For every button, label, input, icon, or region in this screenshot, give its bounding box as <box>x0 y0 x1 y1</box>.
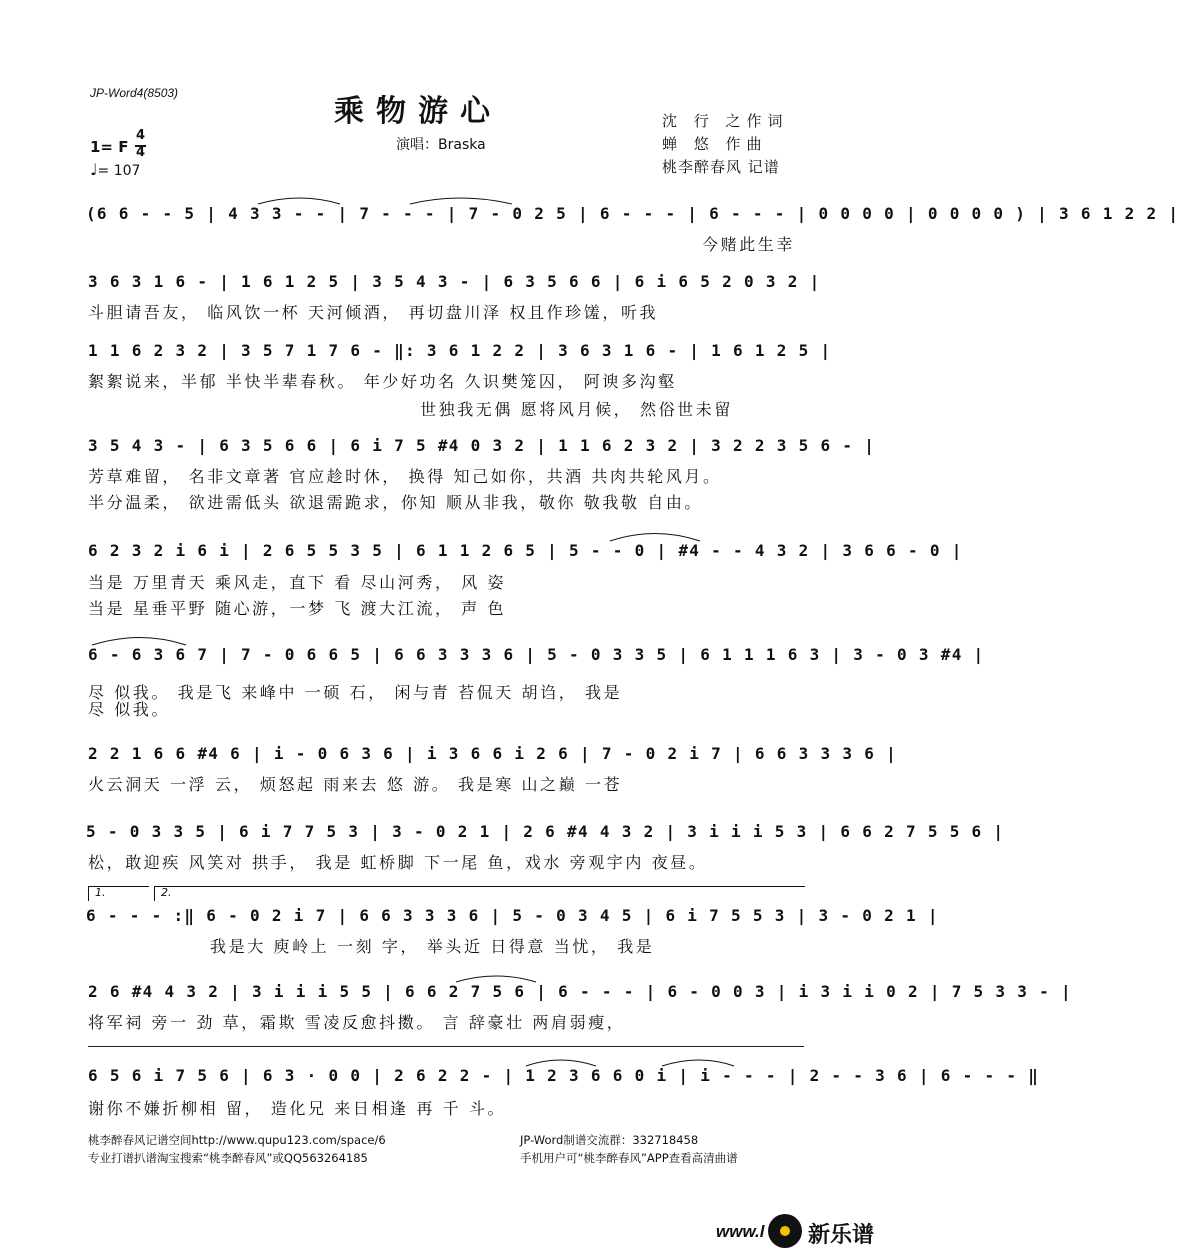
slur-arc <box>258 198 340 204</box>
site-logo[interactable] <box>716 1210 886 1254</box>
slur-arc <box>456 976 536 982</box>
lyric-line-1: 今赌此生幸 <box>702 235 796 254</box>
lyric-line-6b: 尽 似我。 <box>88 700 171 719</box>
time-signature-bottom: 4 <box>136 145 146 160</box>
notation-line-4: 3 5 4 3 - | 6 3 5 6 6 | 6 i 7 5 #4 0 3 2 | 1 1 6 2 3 2 | 3 2 2 3 5 6 - | <box>88 436 876 455</box>
time-signature-top: 4 <box>136 128 146 143</box>
lyric-line-5a: 当是 万里青天 乘风走，直下 看 尽山河秀， 风 姿 <box>88 573 507 592</box>
lyric-line-7: 火云洞天 一浮 云， 烦怒起 雨来去 悠 游。 我是寒 山之巅 一苍 <box>88 775 623 794</box>
lyric-line-11: 谢你不嫌折柳相 留， 造化兄 来日相逢 再 千 斗。 <box>88 1099 507 1118</box>
software-label: JP-Word4(8503) <box>90 86 179 100</box>
logo-www-text: www.l <box>716 1222 765 1241</box>
footer-group: JP-Word制谱交流群：332718458 <box>520 1133 699 1147</box>
lyric-line-10: 将军祠 旁一 劲 草，霜欺 雪凌反愈抖擞。 言 辞豪壮 两肩弱瘦， <box>88 1013 626 1032</box>
lyric-line-4a: 芳草难留， 名非文章著 官应趁时休， 换得 知己如你，共酒 共肉共轮风月。 <box>88 467 722 486</box>
volta-2-label: 2. <box>161 886 172 899</box>
notation-line-9: 6 - - - :‖ 6 - 0 2 i 7 | 6 6 3 3 3 6 | 5 - 0 3 4 5 | 6 i 7 5 5 3 | 3 - 0 2 1 | <box>86 906 939 925</box>
notation-line-8: 5 - 0 3 3 5 | 6 i 7 7 5 3 | 3 - 0 2 1 | 2 6 #4 4 3 2 | 3 i i i 5 3 | 6 6 2 7 5 5 6 | <box>86 822 1005 841</box>
notation-line-6: 6 - 6 3 6 7 | 7 - 0 6 6 5 | 6 6 3 3 3 6 | 5 - 0 3 3 5 | 6 1 1 1 6 3 | 3 - 0 3 #4 | <box>88 645 985 664</box>
lyric-line-3a: 絮絮说来，半郁 半快半辈春秋。 年少好功名 久识樊笼囚， 阿谀多沟壑 <box>88 372 677 391</box>
transcriber-credit: 桃李醉春风 记谱 <box>662 158 780 176</box>
tempo-value: = 107 <box>97 163 141 179</box>
volta-1-label: 1. <box>95 886 106 899</box>
lyric-line-6a: 尽 似我。 我是飞 来峰中 一硕 石， 闲与青 苔侃天 胡诌， 我是 <box>88 683 623 702</box>
lyric-line-5b: 当是 星垂平野 随心游，一梦 飞 渡大江流， 声 色 <box>88 599 507 618</box>
notation-line-7: 2 2 1 6 6 #4 6 | i - 0 6 3 6 | i 3 6 6 i 2 6 | 7 - 0 2 i 7 | 6 6 3 3 3 6 | <box>88 744 898 763</box>
slur-arc <box>662 1060 734 1066</box>
notation-line-3: 1 1 6 2 3 2 | 3 5 7 1 7 6 - ‖: 3 6 1 2 2 | 3 6 3 1 6 - | 1 6 1 2 5 | <box>88 341 832 360</box>
notation-line-1: (6 6 - - 5 | 4 3 3 - - | 7 - - - | 7 - 0 2 5 | 6 - - - | 6 - - - | 0 0 0 0 | 0 0 0 0 ) | 3 6 1 2 2 | <box>86 204 1179 223</box>
singer-credit: 演唱：Braska <box>396 137 486 153</box>
composer-credit: 蝉 悠 作曲 <box>662 135 768 153</box>
slur-arc <box>92 638 186 646</box>
notation-line-10: 2 6 #4 4 3 2 | 3 i i i 5 5 | 6 6 2 7 5 6 | 6 - - - | 6 - 0 0 3 | i 3 i i 0 2 | 7 5 3 3 - | <box>88 982 1072 1001</box>
footer-app: 手机用户可“桃李醉春风”APP查看高清曲谱 <box>520 1151 738 1165</box>
record-disc-icon <box>768 1214 802 1248</box>
lyric-line-4b: 半分温柔， 欲进需低头 欲退需跪求，你知 顺从非我，敬你 敬我敬 自由。 <box>88 493 704 512</box>
slur-arc <box>610 534 700 542</box>
quarter-note-icon: ♩ <box>90 160 98 179</box>
notation-line-5: 6 2 3 2 i 6 i | 2 6 5 5 3 5 | 6 1 1 2 6 5 | 5 - - 0 | #4 - - 4 3 2 | 3 6 6 - 0 | <box>88 541 963 560</box>
notation-line-11: 6 5 6 i 7 5 6 | 6 3 · 0 0 | 2 6 2 2 - | 1 2 3 6 6 0 i | i - - - | 2 - - 3 6 | 6 - - - ‖ <box>88 1066 1040 1085</box>
slur-arc <box>410 198 512 204</box>
notation-line-2: 3 6 3 1 6 - | 1 6 1 2 5 | 3 5 4 3 - | 6 3 5 6 6 | 6 i 6 5 2 0 3 2 | <box>88 272 821 291</box>
key-signature: 1= F <box>90 138 129 156</box>
lyric-line-2: 斗胆请吾友， 临风饮一杯 天河倾酒， 再切盘川泽 权且作珍馐，听我 <box>88 303 659 322</box>
footer-shop: 专业打谱扒谱淘宝搜索“桃李醉春风”或QQ563264185 <box>88 1151 368 1165</box>
lyricist-credit: 沈 行 之作词 <box>662 112 789 130</box>
lyric-line-9: 我是大 庾岭上 一刻 字， 举头近 日得意 当忧， 我是 <box>210 937 655 956</box>
logo-name-text: 新乐谱 <box>808 1223 875 1248</box>
footer-website: 桃李醉春风记谱空间http://www.qupu123.com/space/6 <box>88 1133 386 1147</box>
lyric-line-3b: 世独我无偶 愿将风月候， 然俗世未留 <box>420 400 733 419</box>
lyric-line-8: 松，敢迎疾 风笑对 拱手， 我是 虹桥脚 下一尾 鱼，戏水 旁观宇内 夜昼。 <box>88 853 708 872</box>
page-title: 乘物游心 <box>334 94 502 129</box>
slur-arc <box>526 1060 596 1066</box>
